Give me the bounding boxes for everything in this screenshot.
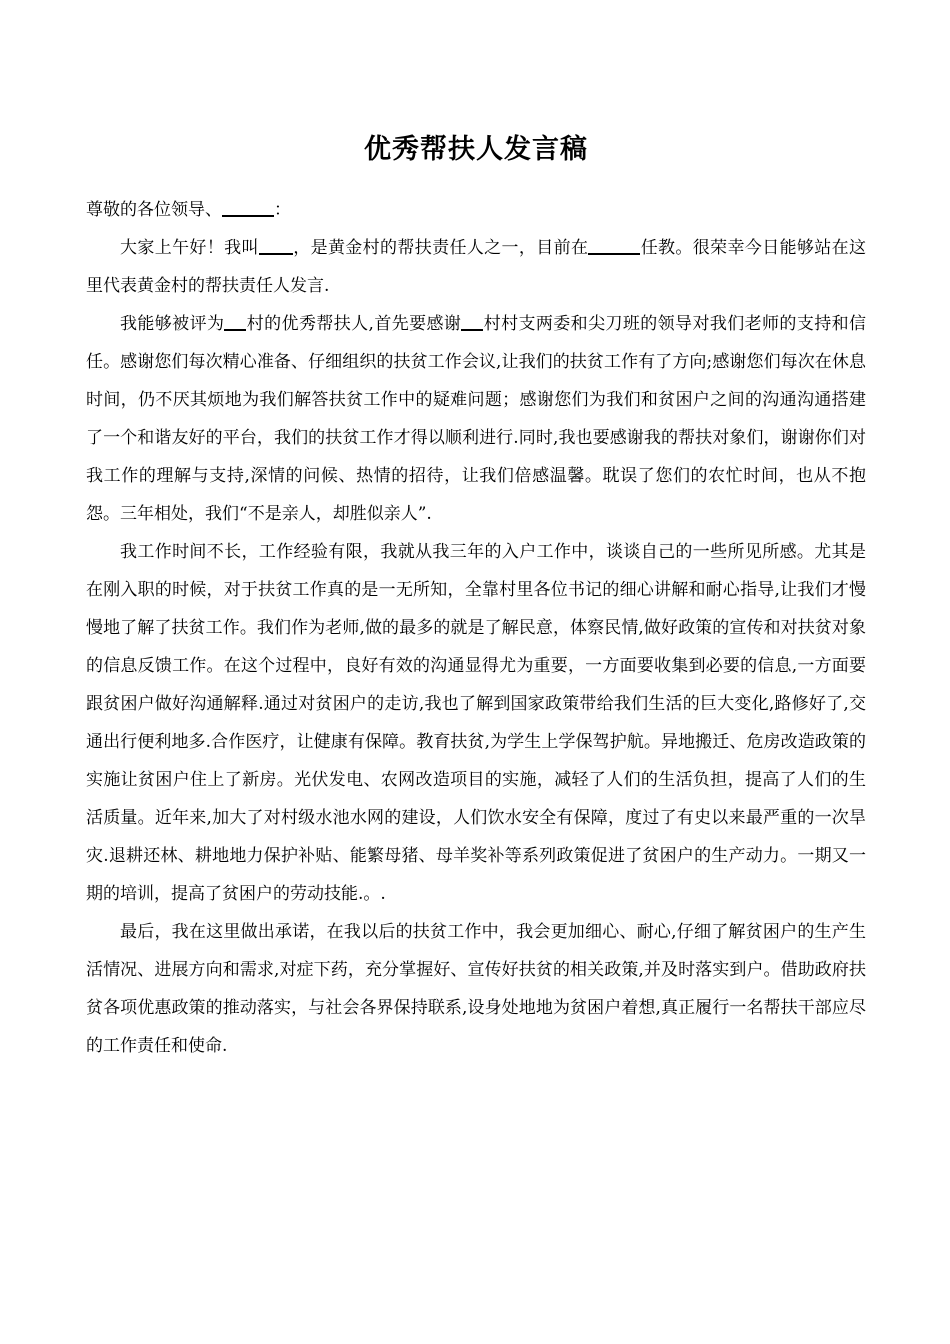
paragraph-text: ，是黄金村的帮扶责任人之一，目前在 (292, 238, 589, 258)
salutation-blank (222, 197, 274, 217)
paragraph-text: 任教。很荣幸今日能够站在这里代表黄金村的帮扶责任人发言. (86, 238, 867, 296)
paragraph-greeting (86, 229, 866, 305)
paragraph-experience: 我工作时间不长，工作经验有限，我就从我三年的入户工作中，谈谈自己的一些所见所感。尤其是在刚入职的时候，对于扶贫工作真的是一无所知，全靠村里各位书记的细心讲解和耐心指导,让我们才慢慢地了解了扶贫工作。我们作为老师,做的最多的就是了解民意，体察民情,做好政策的宣传和对扶贫对象的信息反馈工作。在这个过程中，良好有效的沟通显得尤为重要，一方面要收集到必要的信息,一方面要跟贫困户做好沟通解释.通过对贫困户的走访,我也了解到国家政策带给我们生活的巨大变化,路修好了,交通出行便利地多.合作医疗，让健康有保障。教育扶贫,为学生上学保驾护航。异地搬迁、危房改造政策的实施让贫困户住上了新房。光伏发电、农网改造项目的实施，减轻了人们的生活负担，提高了人们的生活质量。近年来,加大了对村级水池水网的建设，人们饮水安全有保障，度过了有史以来最严重的一次旱灾.退耕还林、耕地地力保护补贴、能繁母猪、母羊奖补等系列政策促进了贫困户的生产动力。一期又一期的培训，提高了贫困户的劳动技能.。. (86, 542, 866, 904)
paragraph-thanks (86, 305, 866, 533)
paragraph-commitment: 最后，我在这里做出承诺，在我以后的扶贫工作中，我会更加细心、耐心,仔细了解贫困户的生产生活情况、进展方向和需求,对症下药，充分掌握好、宣传好扶贫的相关政策,并及时落实到户。借助政府扶贫各项优惠政策的推动落实，与社会各界保持联系,设身处地地为贫困户着想,真正履行一名帮扶干部应尽的工作责任和使命. (86, 922, 866, 1056)
paragraph-text: 村的优秀帮扶人,首先要感谢 (246, 314, 462, 334)
salutation (86, 192, 866, 229)
document-page (86, 130, 866, 1065)
paragraph-text: 大家上午好！我叫 (120, 238, 259, 258)
paragraph-text: 我能够被评为 (120, 314, 225, 334)
name-blank (259, 235, 293, 255)
paragraph-text: 村村支两委和尖刀班的领导对我们老师的支持和信任。感谢您们每次精心准备、仔细组织的扶贫工作会议,让我们的扶贫工作有了方向;感谢您们每次在休息时间，仍不厌其烦地为我们解答扶贫工作中的疑难问题；感谢您们为我们和贫困户之间的沟通沟通搭建了一个和谐友好的平台，我们的扶贫工作才得以顺利进行.同时,我也要感谢我的帮扶对象们，谢谢你们对我工作的理解与支持,深情的问候、热情的招待，让我们倍感温馨。耽误了您们的农忙时间，也从不抱怨。三年相处，我们“不是亲人，却胜似亲人”. (86, 314, 867, 524)
village-blank (224, 311, 246, 331)
salutation-text: 尊敬的各位领导、 (86, 200, 222, 220)
document-title: 优秀帮扶人发言稿 (364, 134, 588, 165)
village-blank (461, 311, 483, 331)
salutation-colon: ： (274, 200, 291, 220)
school-blank (588, 235, 640, 255)
